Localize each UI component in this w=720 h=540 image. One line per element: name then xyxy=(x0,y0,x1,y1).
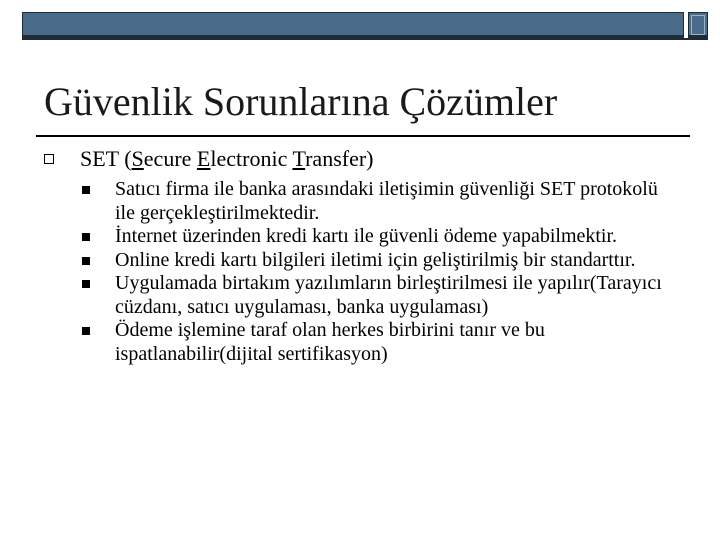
word-electronic-rest: lectronic xyxy=(210,146,293,171)
filled-square-bullet-icon xyxy=(82,280,90,288)
filled-square-bullet-icon xyxy=(82,327,90,335)
list-item-text: Online kredi kartı bilgileri iletimi için geliştirilmiş bir standarttır. xyxy=(115,248,636,271)
underlined-letter-s: S xyxy=(131,146,144,171)
main-bullet-prefix: SET ( xyxy=(80,146,132,171)
underlined-letter-e: E xyxy=(196,146,211,171)
list-item xyxy=(82,178,682,225)
main-bullet-text xyxy=(80,145,374,173)
list-item-text: Uygulamada birtakım yazılımların birleştirilmesi ile yapılır(Tarayıcı cüzdanı, satıcı uygulaması, banka uygulaması) xyxy=(115,272,662,318)
decoration-bar-underline xyxy=(22,38,708,40)
list-item-text: Satıcı firma ile banka arasındaki iletişimin güvenliği SET protokolü ile gerçekleştirilmektedir. xyxy=(115,178,658,224)
filled-square-bullet-icon xyxy=(82,233,90,241)
list-item-text: İnternet üzerinden kredi kartı ile güvenli ödeme yapabilmektir. xyxy=(115,225,618,247)
title-divider xyxy=(36,135,690,137)
list-item-text: Ödeme işlemine taraf olan herkes birbirini tanır ve bu ispatlanabilir(dijital sertifikasyon) xyxy=(115,319,545,365)
underlined-letter-t: T xyxy=(292,146,306,171)
hollow-square-bullet-icon xyxy=(44,154,54,164)
list-item xyxy=(82,272,682,319)
decoration-bar-square-inner xyxy=(691,15,705,35)
word-transfer-rest: ransfer) xyxy=(305,146,374,171)
filled-square-bullet-icon xyxy=(82,186,90,194)
sub-bullet-list xyxy=(82,178,682,366)
list-item xyxy=(82,249,682,273)
list-item xyxy=(82,319,682,366)
decoration-bar-long xyxy=(22,12,684,38)
slide-title: Güvenlik Sorunlarına Çözümler xyxy=(44,79,558,124)
word-secure-rest: ecure xyxy=(143,146,197,171)
list-item xyxy=(82,225,682,249)
filled-square-bullet-icon xyxy=(82,257,90,265)
top-decoration-bar xyxy=(22,12,708,40)
